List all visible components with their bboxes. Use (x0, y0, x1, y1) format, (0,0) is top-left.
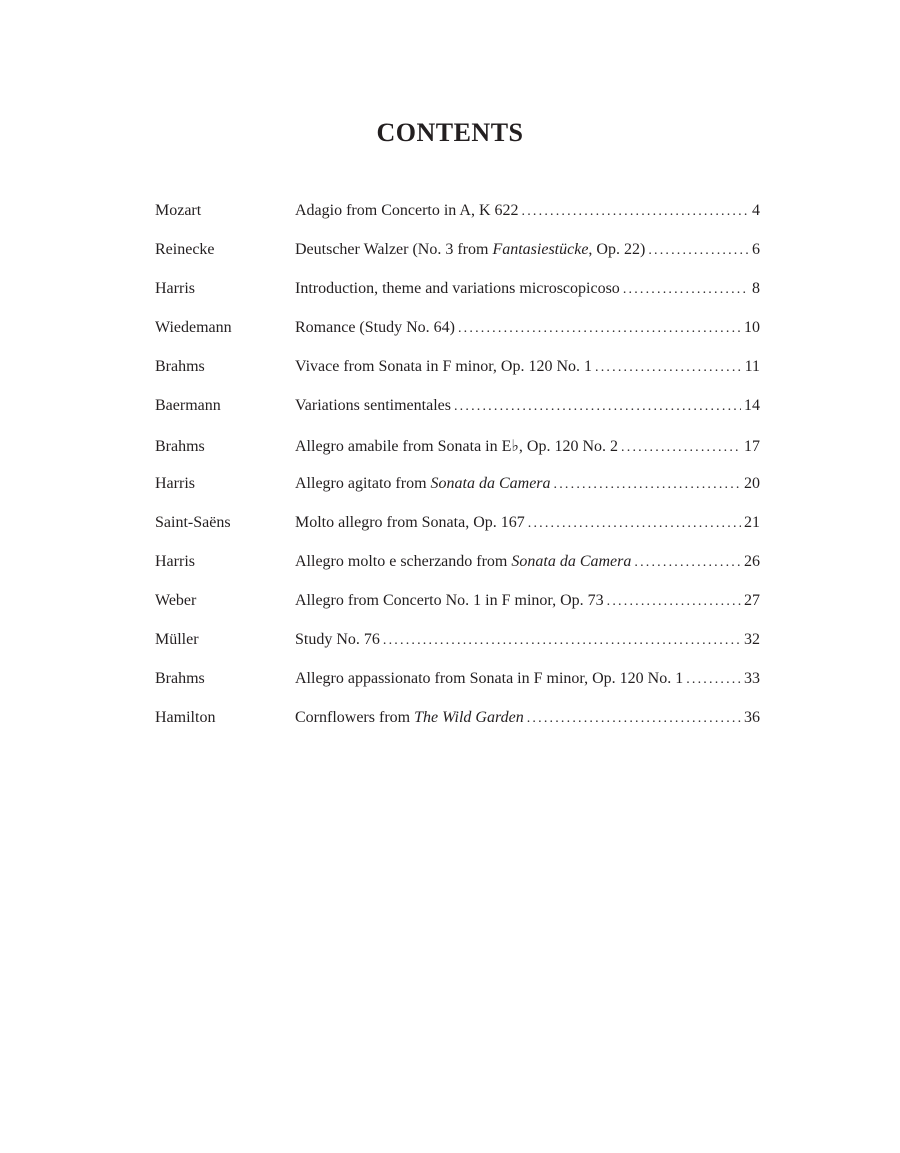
work-title (295, 280, 620, 298)
work-title-text: Adagio from Concerto in A, K 622 (295, 202, 519, 219)
toc-entry[interactable] (155, 592, 760, 631)
work-title-text: Romance (Study No. 64) (295, 319, 455, 336)
dot-leader (458, 321, 741, 337)
dot-leader (595, 360, 742, 376)
composer-name: Mozart (155, 202, 202, 219)
work-title (295, 631, 380, 649)
work-title-italic: The Wild Garden (414, 709, 524, 726)
dot-leader (686, 672, 741, 688)
dot-leader (528, 516, 741, 532)
work-title (295, 475, 551, 493)
work-title (295, 319, 455, 337)
page-number: 20 (744, 475, 760, 492)
composer-name: Harris (155, 280, 195, 297)
dot-leader (383, 633, 741, 649)
composer-name: Brahms (155, 358, 205, 375)
toc-entry[interactable] (155, 631, 760, 670)
work-title-text: Deutscher Walzer (No. 3 from (295, 241, 493, 258)
toc-entry[interactable] (155, 280, 760, 319)
toc-entry[interactable] (155, 241, 760, 280)
page-number: 26 (744, 553, 760, 570)
composer-name: Saint-Saëns (155, 514, 231, 531)
work-title-text: Allegro appassionato from Sonata in F minor, Op. 120 No. 1 (295, 670, 684, 687)
toc-entry[interactable] (155, 202, 760, 241)
work-title (295, 202, 519, 220)
toc-entry[interactable] (155, 397, 760, 436)
work-title (295, 553, 631, 571)
dot-leader (623, 282, 749, 298)
work-title-text: Study No. 76 (295, 631, 380, 648)
dot-leader (634, 555, 741, 571)
composer-name: Baermann (155, 397, 221, 414)
toc-entry[interactable] (155, 436, 760, 475)
composer-name: Brahms (155, 438, 205, 455)
toc-entry[interactable] (155, 475, 760, 514)
page-number: 11 (744, 358, 760, 375)
page-number: 27 (744, 592, 760, 609)
page-number: 10 (744, 319, 760, 336)
composer-name: Weber (155, 592, 197, 609)
toc-entry[interactable] (155, 670, 760, 709)
work-title-text: Allegro from Concerto No. 1 in F minor, Op. 73 (295, 592, 604, 609)
page-title: CONTENTS (376, 118, 524, 147)
toc-entry[interactable] (155, 514, 760, 553)
dot-leader (522, 204, 749, 220)
page-number: 21 (744, 514, 760, 531)
work-title-text: Allegro molto e scherzando from (295, 553, 512, 570)
work-title-text: Introduction, theme and variations microscopicoso (295, 280, 620, 297)
work-title (295, 241, 645, 259)
page-number: 6 (752, 241, 760, 258)
dot-leader (527, 711, 741, 727)
toc-entry[interactable] (155, 319, 760, 358)
work-title-text: Vivace from Sonata in F minor, Op. 120 No. 1 (295, 358, 593, 375)
work-title (295, 436, 618, 456)
page-number: 33 (744, 670, 760, 687)
work-title (295, 514, 525, 532)
page-number: 8 (752, 280, 760, 297)
dot-leader (648, 243, 749, 259)
composer-name: Harris (155, 475, 195, 492)
page-number: 36 (744, 709, 760, 726)
composer-name: Reinecke (155, 241, 215, 258)
composer-name: Müller (155, 631, 199, 648)
work-title-text: Cornflowers from (295, 709, 415, 726)
contents-list (155, 202, 760, 748)
work-title-suffix: , Op. 22) (588, 241, 646, 258)
work-title-italic: Fantasiestücke (492, 241, 589, 258)
composer-name: Wiedemann (155, 319, 232, 336)
composer-name: Hamilton (155, 709, 216, 726)
work-title-text: Allegro amabile from Sonata in E♭, Op. 120 No. 2 (295, 438, 619, 455)
toc-entry[interactable] (155, 709, 760, 748)
work-title-italic: Sonata da Camera (430, 475, 551, 492)
work-title (295, 592, 604, 610)
work-title-text: Molto allegro from Sonata, Op. 167 (295, 514, 525, 531)
work-title-text: Allegro agitato from (295, 475, 431, 492)
toc-entry[interactable] (155, 358, 760, 397)
dot-leader (454, 399, 741, 415)
toc-entry[interactable] (155, 553, 760, 592)
dot-leader (607, 594, 741, 610)
work-title (295, 709, 524, 727)
work-title-text: Variations sentimentales (295, 397, 451, 414)
work-title (295, 397, 451, 415)
composer-name: Harris (155, 553, 195, 570)
dot-leader (621, 440, 741, 456)
work-title-italic: Sonata da Camera (511, 553, 632, 570)
work-title (295, 670, 683, 688)
page-number: 4 (752, 202, 760, 219)
work-title (295, 358, 592, 376)
page-number: 14 (744, 397, 760, 414)
composer-name: Brahms (155, 670, 205, 687)
page-number: 17 (744, 438, 760, 455)
page-number: 32 (744, 631, 760, 648)
dot-leader (554, 477, 741, 493)
